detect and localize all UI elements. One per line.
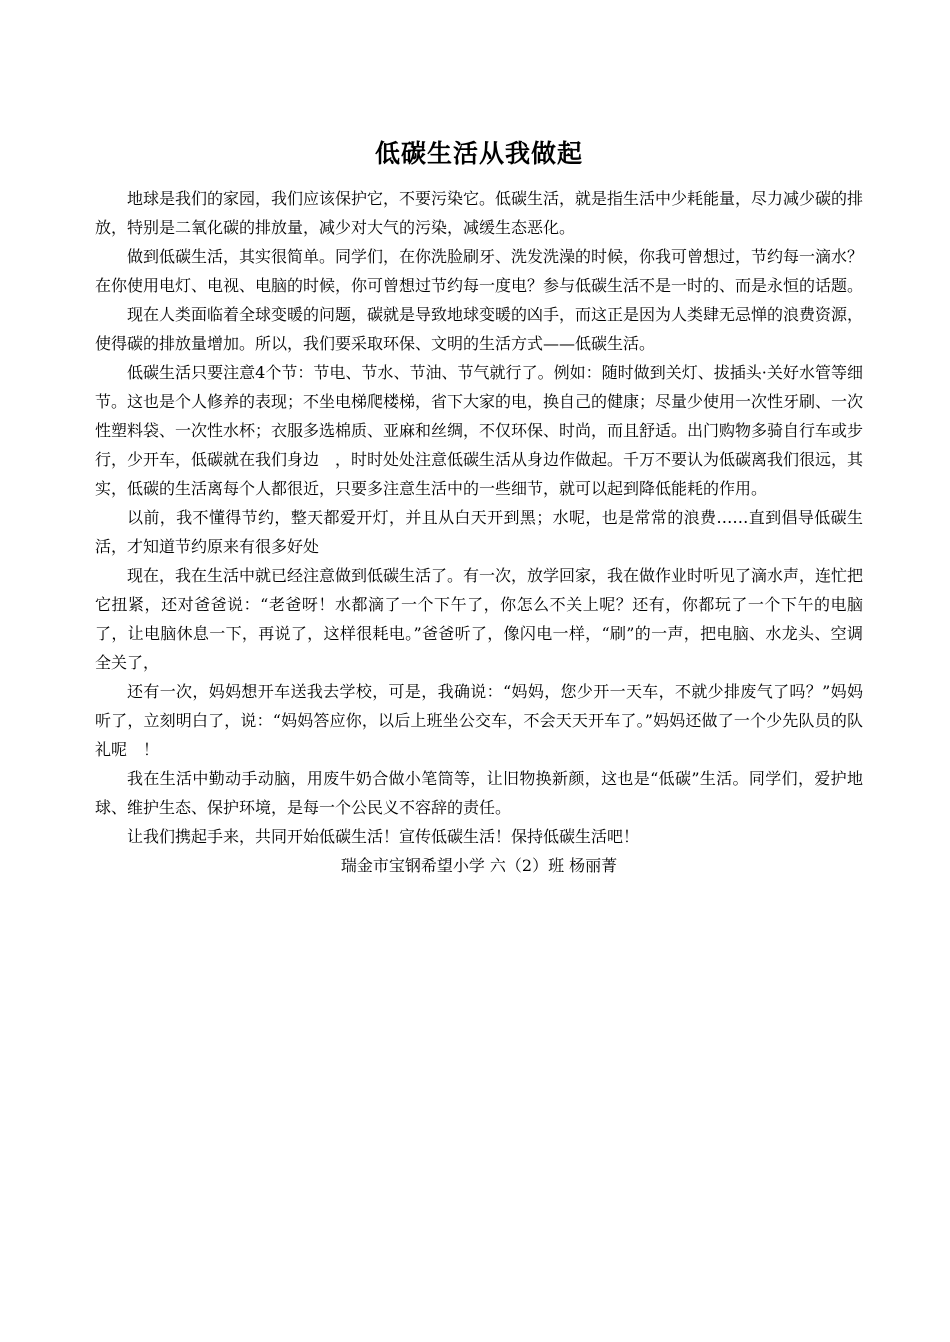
paragraph-2: 做到低碳生活，其实很简单。同学们，在你洗脸刷牙、洗发洗澡的时候，你我可曾想过，节约每一滴水？在你使用电灯、电视、电脑的时候，你可曾想过节约每一度电？参与低碳生活不是一时的、而是永恒的话题。: [95, 247, 864, 295]
paragraph-3: 现在人类面临着全球变暖的问题，碳就是导致地球变暖的凶手，而这正是因为人类肆无忌惮的浪费资源，使得碳的排放量增加。所以，我们要采取环保、文明的生活方式——低碳生活。: [95, 305, 864, 353]
paragraph-9: 让我们携起手来，共同开始低碳生活！宣传低碳生活！保持低碳生活吧！: [127, 827, 640, 846]
author-signature: 瑞金市宝钢希望小学 六（2）班 杨丽菁: [340, 856, 618, 875]
paragraph-4: 低碳生活只要注意4个节：节电、节水、节油、节气就行了。例如：随时做到关灯、拔插头·关好水管等细节。这也是个人修养的表现；不坐电梯爬楼梯，省下大家的电，换自己的健康；尽量少使用一次性牙刷、一次性塑料袋、一次性水杯；衣服多选棉质、亚麻和丝绸，不仅环保、时尚，而且舒适。出门购物多骑自行车或步行，少开车，低碳就在我们身边 ，时时处处注意低碳生活从身边作做起。千万不要认为低碳离我们很远，其实，低碳的生活离每个人都很近，只要多注意生活中的一些细节，就可以起到降低能耗的作用。: [95, 363, 864, 498]
paragraph-6: 现在，我在生活中就已经注意做到低碳生活了。有一次，放学回家，我在做作业时听见了滴水声，连忙把它扭紧，还对爸爸说：“老爸呀！水都滴了一个下午了，你怎么不关上呢？还有，你都玩了一个下午的电脑了，让电脑休息一下，再说了，这样很耗电。”爸爸听了，像闪电一样，“刷”的一声，把电脑、水龙头、空调全关了，: [95, 566, 864, 672]
document-title: 低碳生活从我做起: [374, 139, 583, 168]
paragraph-5: 以前，我不懂得节约，整天都爱开灯，并且从白天开到黑；水呢，也是常常的浪费……直到倡导低碳生活，才知道节约原来有很多好处: [95, 508, 863, 556]
document-page: [95, 134, 863, 880]
paragraph-8: 我在生活中勤动手动脑，用废牛奶合做小笔筒等，让旧物换新颜，这也是“低碳”生活。同学们，爱护地球、维护生态、保护环境，是每一个公民义不容辞的责任。: [95, 769, 863, 817]
paragraph-7: 还有一次，妈妈想开车送我去学校，可是，我确说：“妈妈，您少开一天车，不就少排废气了吗？”妈妈听了，立刻明白了，说：“妈妈答应你，以后上班坐公交车，不会天天开车了。”妈妈还做了一个少先队员的队礼呢 ！: [95, 682, 863, 759]
paragraph-1: 地球是我们的家园，我们应该保护它，不要污染它。低碳生活，就是指生活中少耗能量，尽力减少碳的排放，特别是二氧化碳的排放量，减少对大气的污染，减缓生态恶化。: [95, 189, 864, 237]
